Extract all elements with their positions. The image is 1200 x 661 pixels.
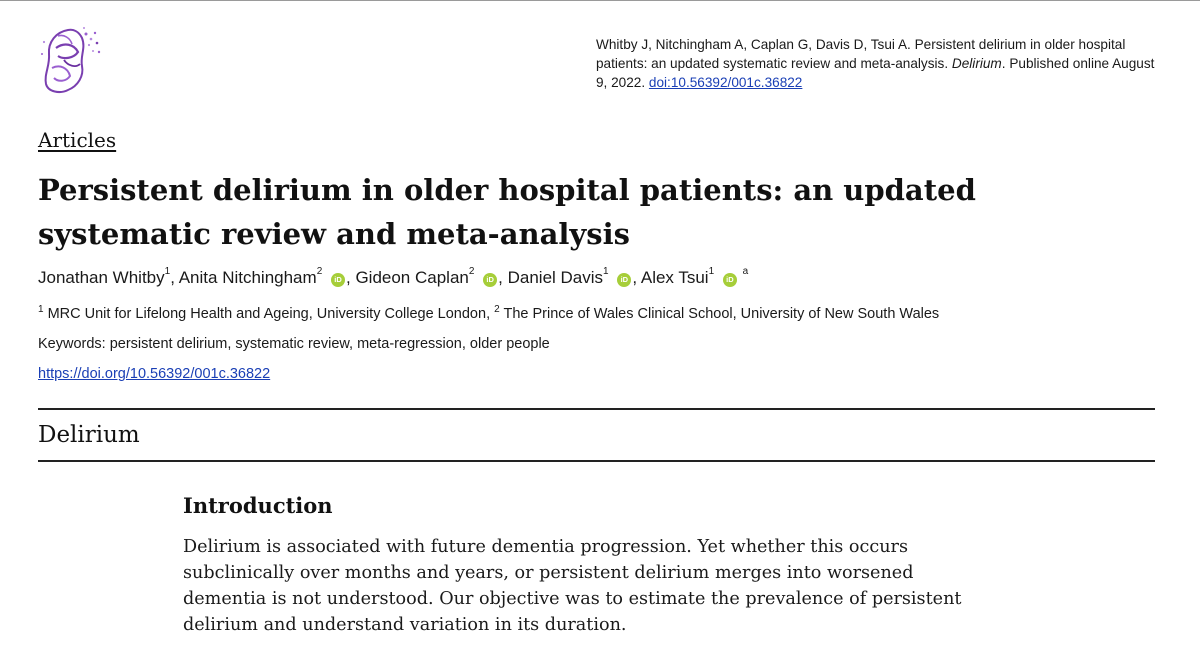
doi-link[interactable]: https://doi.org/10.56392/001c.36822 (38, 366, 271, 382)
citation-block (596, 35, 1166, 92)
citation-published: . Published online August 9, 2022. (596, 56, 1155, 90)
orcid-icon[interactable]: iD (723, 273, 737, 287)
author-name[interactable]: Anita Nitchingham (178, 268, 317, 287)
citation-text: Whitby J, Nitchingham A, Caplan G, Davis D, Tsui A. Persistent delirium in older hospital patients: an updated systematic review and meta-analysis. (596, 37, 1126, 71)
author-name[interactable]: Alex Tsui (640, 268, 709, 287)
author-affiliation-sup: 1 (708, 266, 715, 278)
articles-section-link[interactable]: Articles (38, 128, 117, 152)
affiliation-number: 2 (494, 304, 500, 315)
affiliation-text: The Prince of Wales Clinical School, University of New South Wales (503, 305, 940, 322)
article-title: Persistent delirium in older hospital patients: an updated systematic review and meta-analysis (38, 173, 976, 251)
introduction-heading: Introduction (183, 493, 333, 518)
keywords: Keywords: persistent delirium, systematic review, meta-regression, older people (38, 336, 550, 352)
introduction-text: Delirium is associated with future dementia progression. Yet whether this occurs subclinically over months and years, or persistent delirium merges into worsened dementia is not understood. Our objective was to estimate the prevalence of persistent delirium and understand variation in its duration. (183, 537, 962, 635)
affiliation-number: 1 (38, 304, 44, 315)
author-name[interactable]: Jonathan Whitby (38, 268, 165, 287)
author-affiliation-sup: 2 (316, 266, 323, 278)
author-affiliation-sup: 2 (468, 266, 475, 278)
corresponding-author-mark: a (742, 266, 749, 278)
author-name[interactable]: Daniel Davis (507, 268, 604, 287)
journal-logo-icon[interactable] (34, 24, 104, 96)
author-name[interactable]: Gideon Caplan (355, 268, 469, 287)
orcid-icon[interactable]: iD (483, 273, 497, 287)
section-divider-bottom (38, 460, 1155, 462)
section-divider-top (38, 408, 1155, 410)
author-affiliation-sup: 1 (164, 266, 171, 278)
author-list: Jonathan Whitby$^1$, Anita Nitchingham$^2$ iD , Gideon Caplan$^2$ iD , Daniel Davis$^1$ iD , Alex Tsui$^1$ iD $^a$ (38, 266, 749, 287)
orcid-icon[interactable]: iD (617, 273, 631, 287)
affiliations (38, 304, 939, 322)
top-border (0, 0, 1200, 1)
section-heading: Delirium (38, 422, 140, 448)
citation-journal: Delirium (951, 56, 1002, 71)
citation-doi-link[interactable]: doi:10.56392/001c.36822 (648, 75, 803, 90)
orcid-icon[interactable]: iD (331, 273, 345, 287)
author-affiliation-sup: 1 (603, 266, 609, 278)
affiliation-text: MRC Unit for Lifelong Health and Ageing, University College London, (47, 305, 491, 322)
